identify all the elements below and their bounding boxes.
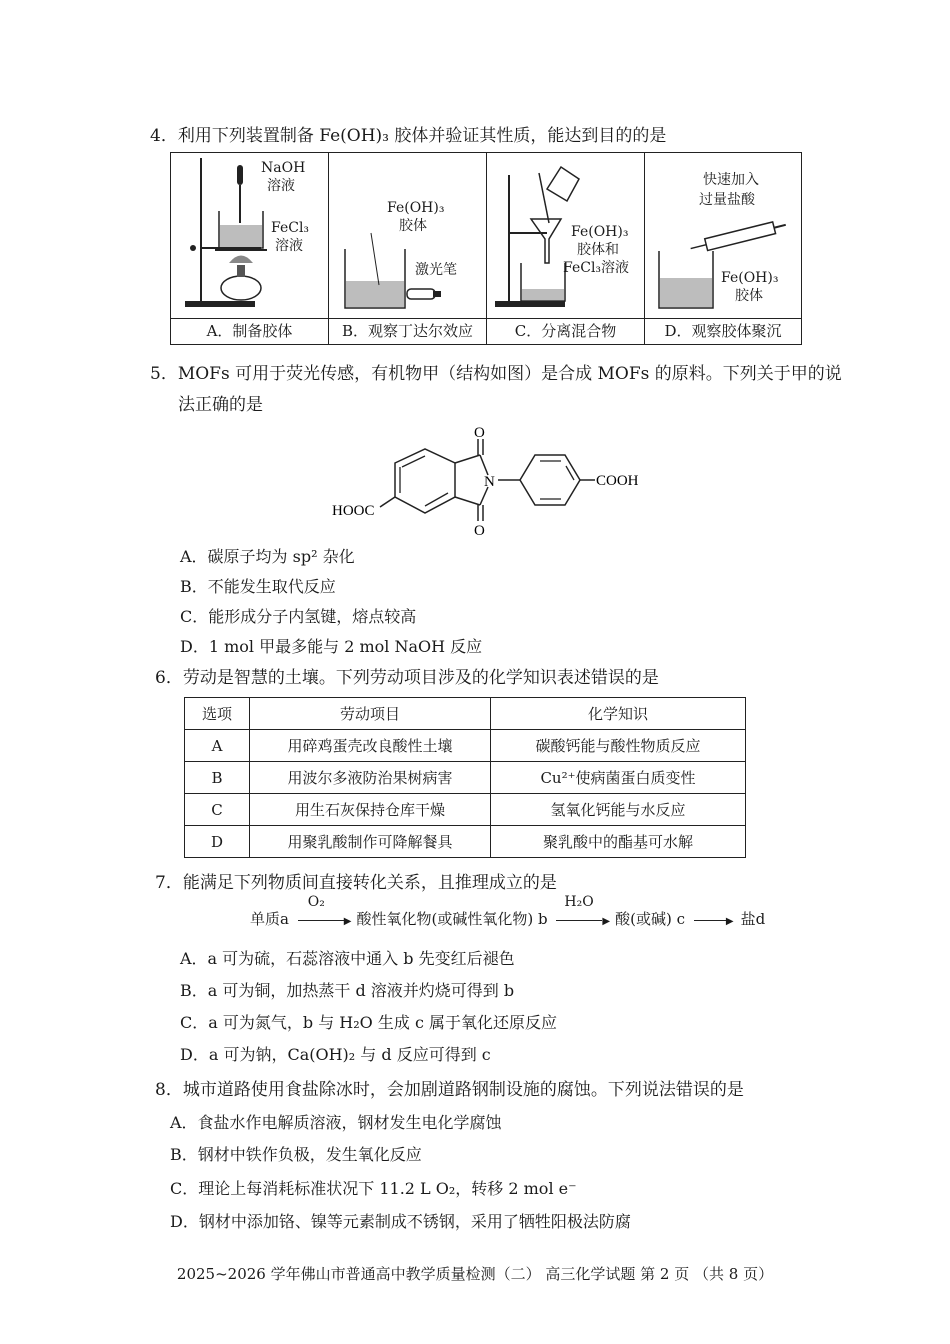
q5-molecule-structure	[330, 425, 660, 545]
label-fe-oh3-d: Fe(OH)₃	[721, 270, 779, 286]
panel-b-caption: B．观察丁达尔效应	[329, 318, 486, 343]
q8-option-a: A．食盐水作电解质溶液，钢材发生电化学腐蚀	[170, 1113, 502, 1132]
page-footer: 2025~2026 学年佛山市普通高中教学质量检测（二） 高三化学试题 第 2 页 （共 8 页）	[176, 1265, 774, 1283]
cell-labor: 用碎鸡蛋壳改良酸性土壤	[250, 730, 491, 762]
table-header-row	[185, 698, 746, 730]
cell-knowledge: 碳酸钙能与酸性物质反应	[491, 730, 746, 762]
reagent-o2: O₂	[307, 894, 325, 910]
panel-b	[329, 153, 487, 344]
q8-option-c: C．理论上每消耗标准状况下 11.2 L O₂，转移 2 mol e⁻	[170, 1179, 577, 1198]
mol-o-top: O	[474, 425, 485, 441]
panel-a	[171, 153, 329, 344]
q7-option-b: B．a 可为铜，加热蒸干 d 溶液并灼烧可得到 b	[180, 981, 515, 1000]
header-chem-knowledge: 化学知识	[491, 698, 746, 730]
label-solution-2: 溶液	[275, 238, 303, 254]
cell-knowledge: Cu²⁺使病菌蛋白质变性	[491, 762, 746, 794]
table-row	[185, 794, 746, 826]
q5-option-d: D．1 mol 甲最多能与 2 mol NaOH 反应	[180, 637, 483, 656]
panel-d-caption: D．观察胶体聚沉	[645, 318, 801, 343]
label-fe-oh3-c: Fe(OH)₃	[571, 224, 629, 240]
mol-n: N	[484, 474, 495, 490]
q5-option-b: B．不能发生取代反应	[180, 577, 336, 596]
reagent-h2o: H₂O	[564, 894, 594, 910]
cell-labor: 用聚乳酸制作可降解餐具	[250, 826, 491, 858]
panel-a-caption: A．制备胶体	[171, 318, 328, 343]
panel-c-caption: C．分离混合物	[487, 318, 644, 343]
mol-o-bottom: O	[474, 523, 485, 539]
arrow-o2: O₂ ▶	[298, 910, 348, 928]
scheme-b: 酸性氧化物(或碱性氧化物) b	[356, 910, 548, 928]
panel-c	[487, 153, 645, 344]
q5-stem-line1: 5．MOFs 可用于荧光传感，有机物甲（结构如图）是合成 MOFs 的原料。下列关于甲的说	[150, 364, 842, 384]
label-excess-hcl: 过量盐酸	[699, 192, 755, 208]
table-row	[185, 826, 746, 858]
cell-labor: 用波尔多液防治果树病害	[250, 762, 491, 794]
q4-stem: 4．利用下列装置制备 Fe(OH)₃ 胶体并验证其性质，能达到目的的是	[150, 126, 667, 146]
header-labor-item: 劳动项目	[250, 698, 491, 730]
q6-table	[184, 697, 746, 858]
cell-labor: 用生石灰保持仓库干燥	[250, 794, 491, 826]
cell-knowledge: 氢氧化钙能与水反应	[491, 794, 746, 826]
header-option: 选项	[185, 698, 250, 730]
cell-option: C	[185, 794, 250, 826]
q8-option-b: B．钢材中铁作负极，发生氧化反应	[170, 1145, 422, 1164]
label-solution-1: 溶液	[267, 178, 295, 194]
scheme-c: 酸(或碱) c	[615, 910, 686, 928]
label-colloid-and: 胶体和	[577, 242, 619, 258]
table-row	[185, 730, 746, 762]
arrow-h2o: H₂O ▶	[556, 910, 606, 928]
label-colloid-d: 胶体	[735, 288, 763, 304]
q5-option-a: A．碳原子均为 sp² 杂化	[180, 547, 355, 566]
q7-stem: 7．能满足下列物质间直接转化关系，且推理成立的是	[155, 873, 557, 893]
scheme-a: 单质a	[250, 910, 289, 928]
q7-option-c: C．a 可为氮气，b 与 H₂O 生成 c 属于氧化还原反应	[180, 1013, 557, 1032]
q7-conversion-scheme	[250, 894, 766, 929]
q7-option-d: D．a 可为钠，Ca(OH)₂ 与 d 反应可得到 c	[180, 1045, 491, 1064]
scheme-d: 盐d	[740, 910, 766, 928]
cell-option: A	[185, 730, 250, 762]
cell-option: D	[185, 826, 250, 858]
arrow-plain: ▶	[694, 910, 732, 928]
label-fecl3: FeCl₃	[271, 220, 310, 236]
mol-cooh-right: COOH	[596, 473, 639, 489]
q5-option-c: C．能形成分子内氢键，熔点较高	[180, 607, 417, 626]
panel-d	[645, 153, 801, 344]
label-add-quickly: 快速加入	[703, 172, 759, 188]
cell-option: B	[185, 762, 250, 794]
label-colloid: 胶体	[399, 218, 427, 234]
q6-stem: 6．劳动是智慧的土壤。下列劳动项目涉及的化学知识表述错误的是	[155, 668, 659, 688]
cell-knowledge: 聚乳酸中的酯基可水解	[491, 826, 746, 858]
q5-stem-line2: 法正确的是	[178, 395, 263, 415]
apparatus-b-drawing	[329, 153, 487, 318]
label-laser-pen: 激光笔	[415, 262, 457, 278]
label-naoh: NaOH	[261, 160, 306, 176]
label-fecl3-solution: FeCl₃溶液	[563, 260, 630, 276]
q8-option-d: D．钢材中添加铬、镍等元素制成不锈钢，采用了牺牲阳极法防腐	[170, 1212, 631, 1231]
q8-stem: 8．城市道路使用食盐除冰时，会加剧道路钢制设施的腐蚀。下列说法错误的是	[155, 1080, 744, 1100]
q4-apparatus-figure	[170, 152, 802, 345]
q7-option-a: A．a 可为硫，石蕊溶液中通入 b 先变红后褪色	[180, 949, 515, 968]
table-row	[185, 762, 746, 794]
mol-cooh-left: HOOC	[332, 503, 375, 519]
label-fe-oh3: Fe(OH)₃	[387, 200, 445, 216]
